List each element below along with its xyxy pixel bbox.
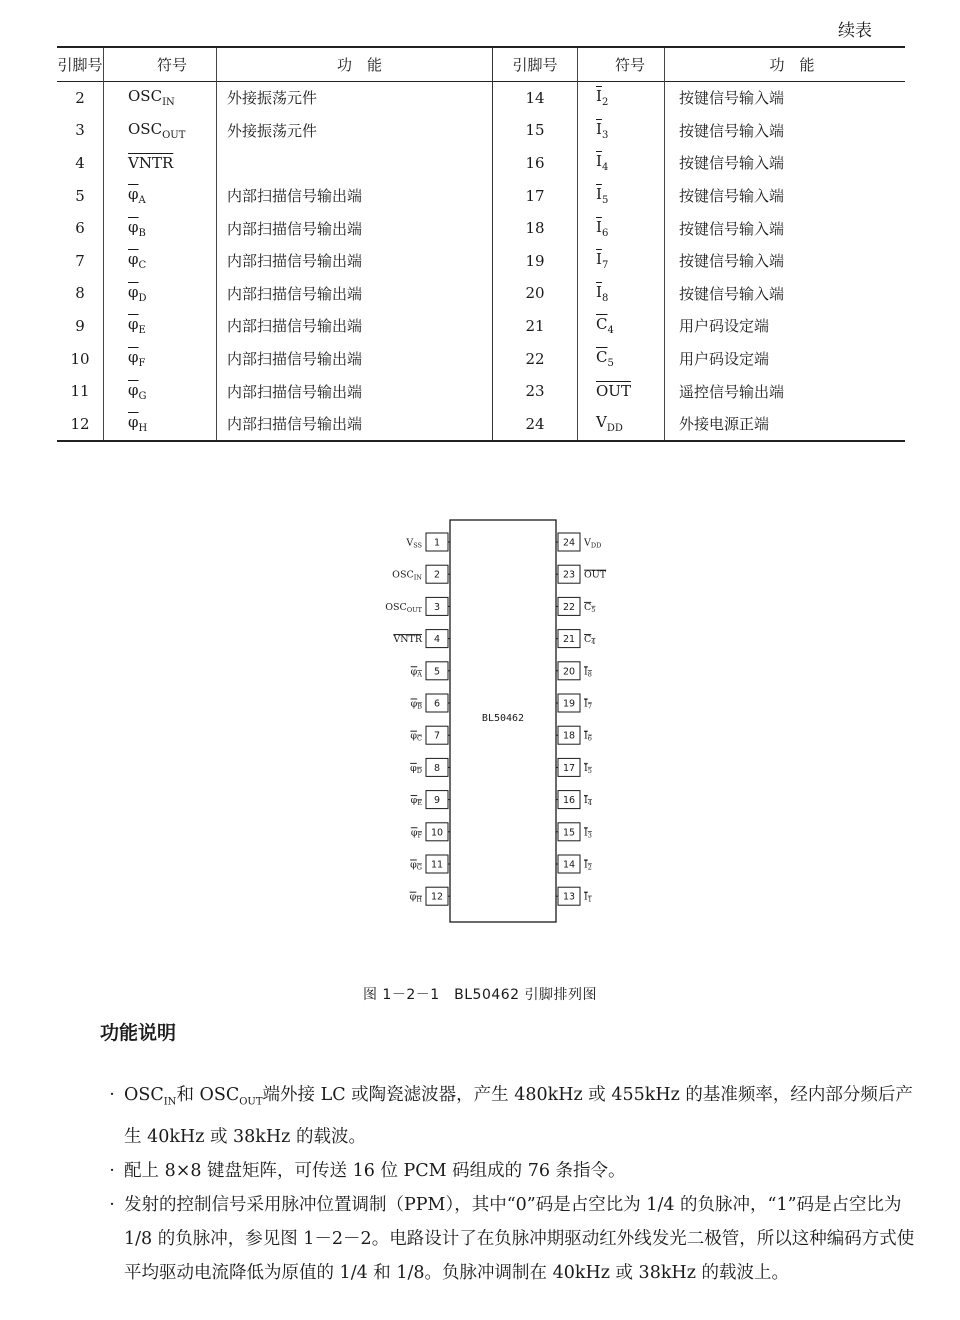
header-symbol-2: 符号 — [578, 47, 665, 81]
pin-number: 7 — [75, 251, 85, 270]
pin-symbol: VNTR — [104, 147, 217, 180]
pin-number-2: 17 — [493, 179, 578, 212]
pin-symbol: $\overline{\varphi}_A$ — [104, 179, 217, 212]
table-body — [57, 81, 905, 441]
pin-symbol-2: $\overline{I}_8$ — [578, 277, 665, 310]
table-row — [57, 147, 905, 180]
pin-number-label: 13 — [562, 891, 576, 903]
section-title: 功能说明 — [100, 1022, 177, 1044]
pin-number: 12 — [70, 414, 90, 433]
pin-number: 9 — [75, 316, 85, 335]
table-row — [57, 407, 905, 441]
pin-number-2: 21 — [493, 310, 578, 343]
pin-function-2: 用户码设定端 — [665, 342, 906, 375]
table-row — [57, 310, 905, 343]
pin-signal-label: $\varphi_G$ — [410, 859, 422, 872]
pin-function: 内部扫描信号输出端 — [217, 212, 493, 245]
pin-number-2: 18 — [493, 212, 578, 245]
pin-number-label: 23 — [562, 569, 576, 581]
pin-number: 5 — [75, 186, 85, 205]
pin-signal-label: VNTR — [393, 634, 422, 646]
pin-symbol-2: $\overline{I}_6$ — [578, 212, 665, 245]
bullet-mark: · — [109, 1160, 115, 1181]
pin-function: 内部扫描信号输出端 — [217, 179, 493, 212]
header-pin: 引脚号 — [57, 55, 103, 74]
pin-function: 内部扫描信号输出端 — [217, 310, 493, 343]
pin-number-2: 20 — [493, 277, 578, 310]
function-description — [100, 1078, 925, 1290]
pin-function-2: 用户码设定端 — [665, 310, 906, 343]
pin-signal-label: $C_4$ — [584, 634, 596, 647]
pin-function-2: 外接电源正端 — [665, 407, 906, 441]
header-function-2: 功 能 — [665, 47, 906, 81]
pin-number: 3 — [75, 121, 85, 140]
pin-signal-label: $I_1$ — [584, 891, 592, 904]
pin-function: 外接振荡元件 — [217, 81, 493, 114]
pin-function-2: 按键信号输入端 — [665, 81, 906, 114]
pin-function-2: 遥控信号输出端 — [665, 375, 906, 408]
pin-function-2: 按键信号输入端 — [665, 114, 906, 147]
pin-number-label: 8 — [433, 762, 441, 774]
bullet-item — [100, 1188, 925, 1290]
header-function: 功 能 — [217, 47, 493, 81]
pin-number: 2 — [75, 88, 85, 107]
pin-symbol: $OSC_{OUT}$ — [104, 114, 217, 147]
pin-signal-label: $\varphi_A$ — [410, 666, 422, 679]
bullet-text: 配上 8×8 键盘矩阵，可传送 16 位 PCM 码组成的 76 条指令。 — [124, 1160, 626, 1181]
table-row — [57, 212, 905, 245]
pin-number-label: 11 — [430, 859, 444, 871]
pin-number: 4 — [75, 153, 85, 172]
pin-symbol-2: $\overline{OUT}$ — [578, 375, 665, 408]
table-header-row — [57, 47, 905, 81]
pin-signal-label: $I_6$ — [584, 730, 592, 743]
pin-number-2: 15 — [493, 114, 578, 147]
table-row — [57, 81, 905, 114]
pin-function: 内部扫描信号输出端 — [217, 342, 493, 375]
pin-number-label: 21 — [562, 634, 576, 646]
chip-name: BL50462 — [481, 713, 525, 724]
pin-number-label: 16 — [562, 795, 576, 807]
table-row — [57, 277, 905, 310]
pin-function-2: 按键信号输入端 — [665, 277, 906, 310]
pin-symbol-2: $\overline{I}_3$ — [578, 114, 665, 147]
pin-function: 内部扫描信号输出端 — [217, 244, 493, 277]
pin-number-label: 10 — [430, 827, 444, 839]
pin-signal-label: $I_4$ — [584, 795, 592, 808]
pin-number-label: 5 — [433, 666, 441, 678]
pin-number-2: 16 — [493, 147, 578, 180]
pin-number-label: 7 — [433, 730, 441, 742]
continuation-label: 续表 — [838, 21, 872, 41]
pin-number-label: 17 — [562, 762, 576, 774]
pin-signal-label: $V_{SS}$ — [406, 537, 422, 550]
pin-number-label: 14 — [562, 859, 576, 871]
pin-number: 11 — [70, 382, 90, 401]
pin-number-label: 20 — [562, 666, 576, 678]
pin-signal-label: $I_8$ — [584, 666, 592, 679]
pin-number-label: 3 — [433, 601, 441, 613]
pin-signal-label: $\varphi_D$ — [410, 762, 422, 775]
pin-number: 8 — [75, 284, 85, 303]
pin-number: 6 — [75, 219, 85, 238]
pin-symbol-2: $\overline{I}_7$ — [578, 244, 665, 277]
bullet-text: 发射的控制信号采用脉冲位置调制（PPM），其中“0”码是占空比为 1/4 的负脉冲，“1”码是占空比为 1/8 的负脉冲，参见图 1－2－2。电路设计了在负脉冲期驱动红外线发光二极管，所以这种编码方式使平均驱动电流降低为原值的 1/4 和 1/8。负脉冲调制在 40kHz 或 38kHz 的载波上。 — [124, 1194, 915, 1283]
pin-signal-label: $I_7$ — [584, 698, 592, 711]
pin-number-2: 19 — [493, 244, 578, 277]
pin-signal-label: $\varphi_H$ — [409, 891, 422, 904]
pin-symbol: $\overline{\varphi}_C$ — [104, 244, 217, 277]
pin-number-label: 4 — [433, 634, 441, 646]
pin-number-2: 23 — [493, 375, 578, 408]
figure-caption: 图 1－2－1 BL50462 引脚排列图 — [362, 987, 598, 1003]
pin-signal-label: $I_5$ — [584, 762, 592, 775]
pin-signal-label: $\varphi_F$ — [410, 827, 422, 840]
pin-signal-label: OUT — [584, 569, 607, 581]
table-row — [57, 114, 905, 147]
pin-signal-label: $\varphi_B$ — [410, 698, 422, 711]
pin-function-2: 按键信号输入端 — [665, 212, 906, 245]
pin-signal-label: $OSC_{OUT}$ — [385, 601, 422, 614]
bullet-mark: · — [109, 1194, 115, 1215]
bullet-text: $OSC_{IN}$和 $OSC_{OUT}$端外接 LC 或陶瓷滤波器，产生 480kHz 或 455kHz 的基准频率，经内部分频后产生 40kHz 或 38kHz 的载波。 — [124, 1085, 913, 1147]
table-row — [57, 342, 905, 375]
pin-function-2: 按键信号输入端 — [665, 244, 906, 277]
pin-function: 外接振荡元件 — [217, 114, 493, 147]
pinout-diagram — [360, 510, 620, 930]
pin-signal-label: $OSC_{IN}$ — [392, 569, 422, 582]
header-pin-2: 引脚号 — [493, 47, 578, 81]
pin-symbol-2: $\overline{C}_5$ — [578, 342, 665, 375]
pin-symbol-2: $V_{DD}$ — [578, 407, 665, 441]
pin-symbol-2: $\overline{I}_2$ — [578, 81, 665, 114]
pin-number: 10 — [70, 349, 90, 368]
bullet-item — [100, 1078, 925, 1154]
pin-number-label: 24 — [562, 537, 576, 549]
header-symbol: 符号 — [104, 47, 217, 81]
pin-function-2: 按键信号输入端 — [665, 147, 906, 180]
pin-signal-label: $\varphi_E$ — [410, 795, 422, 808]
pin-function: 内部扫描信号输出端 — [217, 375, 493, 408]
pin-number-label: 18 — [562, 730, 576, 742]
pin-symbol-2: $\overline{I}_5$ — [578, 179, 665, 212]
pin-symbol: $\overline{\varphi}_G$ — [104, 375, 217, 408]
pin-symbol: $\overline{\varphi}_D$ — [104, 277, 217, 310]
pin-number-2: 24 — [493, 407, 578, 441]
table-row — [57, 244, 905, 277]
bullet-item — [100, 1154, 925, 1188]
pin-number-label: 6 — [433, 698, 441, 710]
pin-number-label: 12 — [430, 891, 444, 903]
pin-symbol: $\overline{\varphi}_E$ — [104, 310, 217, 343]
pin-function: 内部扫描信号输出端 — [217, 277, 493, 310]
pin-symbol-2: $\overline{I}_4$ — [578, 147, 665, 180]
pin-signal-label: $I_2$ — [584, 859, 592, 872]
bullet-mark: · — [109, 1085, 115, 1105]
pin-table — [57, 46, 905, 442]
pin-symbol: $\overline{\varphi}_H$ — [104, 407, 217, 441]
pin-function: 内部扫描信号输出端 — [217, 407, 493, 441]
pin-number-label: 22 — [562, 601, 576, 613]
table-row — [57, 375, 905, 408]
pin-signal-label: $I_3$ — [584, 827, 592, 840]
pin-symbol: $\overline{\varphi}_F$ — [104, 342, 217, 375]
pin-signal-label: $V_{DD}$ — [584, 537, 602, 550]
pin-symbol: $OSC_{IN}$ — [104, 81, 217, 114]
pin-function — [217, 147, 493, 180]
pin-number-label: 19 — [562, 698, 576, 710]
pin-number-label: 15 — [562, 827, 576, 839]
pin-signal-label: $\varphi_C$ — [410, 730, 422, 743]
pin-signal-label: $C_5$ — [584, 601, 596, 614]
pin-number-label: 1 — [433, 537, 441, 549]
pin-function-2: 按键信号输入端 — [665, 179, 906, 212]
pin-number-2: 22 — [493, 342, 578, 375]
pin-number-label: 9 — [433, 795, 441, 807]
pin-number-label: 2 — [433, 569, 441, 581]
pin-symbol: $\overline{\varphi}_B$ — [104, 212, 217, 245]
table-row — [57, 179, 905, 212]
pin-symbol-2: $\overline{C}_4$ — [578, 310, 665, 343]
pin-number-2: 14 — [493, 81, 578, 114]
